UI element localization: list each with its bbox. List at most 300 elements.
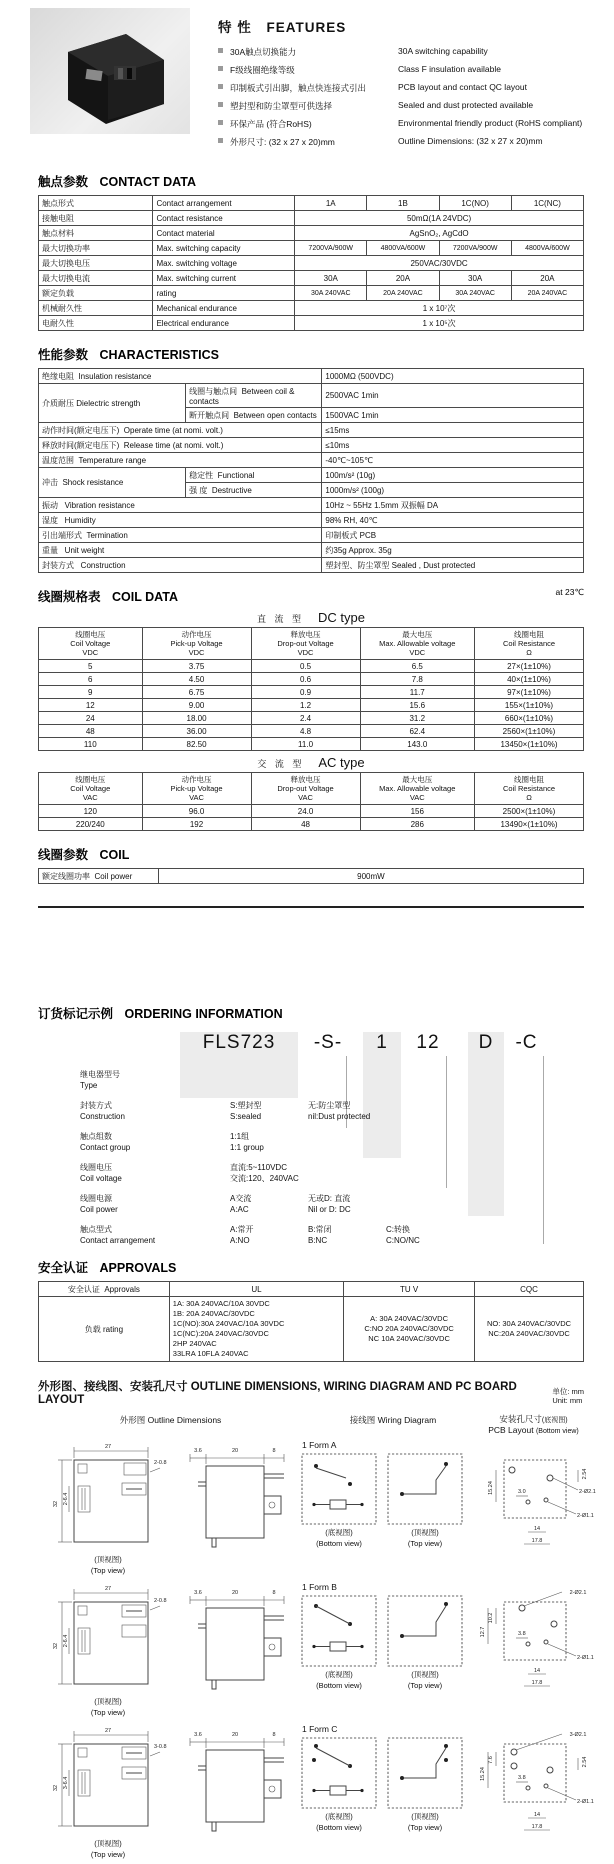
cell: 4800VA/600W — [511, 241, 583, 256]
coil-dc-table — [38, 627, 584, 751]
coil-power-table — [38, 868, 584, 884]
order-desc: A交流 无或D: 直流 A:AC Nil or D: DC — [230, 1194, 351, 1215]
bullet-icon — [218, 48, 223, 53]
features-title-en: FEATURES — [266, 20, 347, 35]
heading-cn: 性能参数 — [38, 348, 89, 362]
pcb-layout-cell — [466, 1580, 614, 1718]
row-label-en: Contact material — [153, 226, 295, 241]
table-row — [39, 241, 584, 256]
value: 98% RH, 40℃ — [322, 513, 584, 528]
value: 约35g Approx. 35g — [322, 543, 584, 558]
header — [0, 0, 614, 158]
svg-text:3.8: 3.8 — [518, 1631, 526, 1638]
characteristics-table — [38, 368, 584, 573]
order-desc: 直流:5~110VDC 交流:120、240VAC — [230, 1163, 299, 1184]
view-label: (顶视图) (Top view) — [90, 1839, 126, 1859]
view-label: (顶视图) (Top view) — [90, 1697, 126, 1717]
order-label-cn: 封装方式 — [80, 1101, 112, 1111]
svg-text:3-6.4: 3-6.4 — [63, 1776, 69, 1790]
label-cn: 绝缘电阻 — [42, 371, 74, 381]
order-desc: 1:1组 1:1 group — [230, 1132, 264, 1153]
label-cn: 额定线圈功率 — [42, 871, 90, 881]
heading-en: APPROVALS — [99, 1261, 177, 1276]
cell: 1B — [367, 196, 439, 211]
feature-en: PCB layout and contact QC layout — [398, 82, 527, 92]
view-label: (顶视图) (Top view) — [90, 1555, 126, 1575]
order-label-cn: 触点型式 — [80, 1225, 112, 1235]
heading-cn: 线圈规格表 — [38, 590, 101, 604]
feature-en: Environmental friendly product (RoHS compliant) — [398, 118, 583, 128]
table-row — [39, 369, 584, 384]
outline-drawings — [38, 1580, 298, 1718]
svg-text:20: 20 — [231, 1448, 239, 1455]
order-label-en: Coil power — [80, 1205, 118, 1215]
svg-text:2-6.4: 2-6.4 — [63, 1634, 69, 1648]
svg-text:3.0: 3.0 — [518, 1489, 526, 1496]
label-en: Dielectric strength — [76, 398, 141, 408]
wiring-diagram-cell — [298, 1722, 466, 1860]
table-row — [39, 271, 584, 286]
cell: 1A — [295, 196, 367, 211]
table-row: 6 4.50 0.6 7.8 40×(1±10%) — [39, 673, 584, 686]
svg-text:32: 32 — [53, 1785, 59, 1792]
code-part-construction: -S- — [313, 1032, 343, 1054]
dc-type-caption — [38, 610, 584, 625]
tuv-ratings: A: 30A 240VAC/30VDC C:NO 20A 240VAC/30VDC NC 10A 240VAC/30VDC — [344, 1297, 475, 1362]
heading-cn: 订货标记示例 — [38, 1007, 114, 1022]
diagram-row-form-c — [38, 1722, 594, 1860]
code-part-coil-voltage: 12 — [416, 1032, 440, 1054]
table-row — [39, 256, 584, 271]
svg-text:27: 27 — [104, 1444, 112, 1451]
coil-ac-table — [38, 772, 584, 831]
label-cn: 重量 — [42, 545, 58, 555]
table-row — [39, 869, 584, 884]
col2-cn: 接线图 — [349, 1415, 376, 1425]
outline-side-view-drawing — [178, 1438, 298, 1550]
wiring-view-labels: (底视图) (Bottom view) (顶视图) (Top view) — [316, 1528, 443, 1548]
table-row — [39, 301, 584, 316]
feature-cn: 塑封型和防尘罩型可供选择 — [230, 101, 333, 111]
cell: AgSnO₂, AgCdO — [295, 226, 584, 241]
coil-data-heading — [38, 587, 584, 605]
feature-cn: 外形尺寸: (32 x 27 x 20)mm — [230, 137, 335, 147]
wiring-top-view — [384, 1450, 466, 1528]
order-label-en: Contact group — [80, 1143, 131, 1153]
col-header: 最大电压 Max. Allowable voltage VDC — [360, 628, 474, 660]
ac-type-caption — [38, 755, 584, 770]
bullet-icon — [218, 120, 223, 125]
form-label: 1 Form C — [302, 1724, 338, 1735]
row-label-en: Max. switching voltage — [153, 256, 295, 271]
heading-en: COIL — [99, 848, 130, 863]
sublabel-en: Between open contacts — [233, 410, 317, 420]
svg-text:2.54: 2.54 — [582, 1756, 588, 1768]
diagram-column-headers — [38, 1414, 584, 1436]
feature-item — [218, 136, 584, 148]
svg-text:7.6: 7.6 — [488, 1756, 494, 1765]
table-row — [39, 226, 584, 241]
feature-en: Outline Dimensions: (32 x 27 x 20)mm — [398, 136, 543, 146]
svg-text:3.6: 3.6 — [194, 1732, 202, 1739]
col-header-cqc: CQC — [474, 1282, 583, 1297]
col-header: 线圈电压 Coil Voltage VDC — [39, 628, 143, 660]
features-block — [218, 8, 584, 154]
feature-cn: F级线圈绝缘等级 — [230, 65, 295, 75]
order-label-en: Coil voltage — [80, 1174, 122, 1184]
label-en: Operate time (at nomi. volt.) — [123, 425, 223, 435]
label-en: Humidity — [64, 515, 96, 525]
label-en: Unit weight — [64, 545, 105, 555]
outline-side-view-drawing — [178, 1722, 298, 1834]
value: 1500VAC 1min — [322, 408, 584, 423]
feature-en: 30A switching capability — [398, 46, 488, 56]
cell: 1C(NO) — [439, 196, 511, 211]
row-label-en: rating — [103, 1324, 124, 1334]
table-header-row — [39, 773, 584, 805]
order-label-cn: 继电器型号 — [80, 1070, 120, 1080]
label-en: Shock resistance — [62, 478, 124, 487]
cell: 4800VA/600W — [367, 241, 439, 256]
feature-cn: 印制板式引出脚，触点快连接式引出 — [230, 83, 367, 93]
svg-text:2-Ø2.1: 2-Ø2.1 — [579, 1489, 596, 1496]
order-label-en: Type — [80, 1081, 98, 1091]
table-row — [39, 1297, 584, 1362]
label-en: Termination — [86, 530, 128, 540]
cell: 1 x 10⁷次 — [295, 301, 584, 316]
svg-text:32: 32 — [53, 1501, 59, 1508]
svg-text:17.8: 17.8 — [531, 1824, 543, 1831]
ordering-row — [38, 1223, 584, 1254]
label-en: Vibration resistance — [64, 500, 135, 510]
svg-text:2-Ø1.1: 2-Ø1.1 — [577, 1655, 594, 1662]
row-label-en: Max. switching current — [153, 271, 295, 286]
feature-item — [218, 82, 584, 94]
contact-data-table — [38, 195, 584, 331]
table-row — [39, 384, 584, 408]
heading-cn: 安全认证 — [38, 1261, 89, 1276]
order-desc: A:常开 B:常闭 C:转换 A:NO B:NC C:NO/NC — [230, 1225, 420, 1246]
col-header-cn: 安全认证 — [67, 1284, 100, 1294]
col3-en: PCB Layout — [488, 1425, 534, 1436]
row-label-cn: 最大切换电压 — [39, 256, 153, 271]
wiring-view-labels: (底视图) (Bottom view) (顶视图) (Top view) — [316, 1812, 443, 1832]
col-header: 释放电压 Drop-out Voltage VAC — [251, 773, 360, 805]
table-row — [39, 211, 584, 226]
wiring-top-view — [384, 1734, 466, 1812]
table-row: 120 96.0 24.0 156 2500×(1±10%) — [39, 805, 584, 818]
diagram-row-form-a — [38, 1438, 596, 1576]
pcb-layout-drawing — [466, 1438, 614, 1566]
svg-text:2.54: 2.54 — [582, 1468, 588, 1480]
sublabel-cn: 强 度 — [189, 485, 208, 495]
cell: 50mΩ(1A 24VDC) — [295, 211, 584, 226]
label-en: Construction — [80, 560, 126, 570]
col3-en-note: (Bottom view) — [535, 1428, 579, 1436]
svg-text:12.7: 12.7 — [480, 1626, 486, 1638]
heading-en: OUTLINE DIMENSIONS, WIRING DIAGRAM AND PC BOARD LAYOUT — [38, 1381, 517, 1406]
table-row — [39, 498, 584, 513]
sublabel-en: Between coil & contacts — [189, 386, 295, 406]
feature-item — [218, 118, 584, 130]
wiring-bottom-view — [298, 1734, 380, 1812]
order-desc: S:塑封型 无:防尘罩型 S:sealed nil:Dust protected — [230, 1101, 371, 1122]
table-row — [39, 543, 584, 558]
table-row: 5 3.75 0.5 6.5 27×(1±10%) — [39, 660, 584, 673]
cell: 20A — [511, 271, 583, 286]
feature-cn: 30A触点切换能力 — [230, 47, 297, 57]
svg-text:27: 27 — [104, 1728, 112, 1735]
svg-text:20: 20 — [231, 1590, 239, 1597]
form-label: 1 Form B — [302, 1582, 337, 1593]
caption-en: AC type — [318, 755, 365, 771]
order-label-en: Construction — [80, 1112, 125, 1122]
divider — [38, 906, 584, 908]
cell: 250VAC/30VDC — [295, 256, 584, 271]
value: 1000m/s² (100g) — [322, 483, 584, 498]
table-row — [39, 286, 584, 301]
svg-text:8: 8 — [272, 1448, 276, 1455]
form-label: 1 Form A — [302, 1440, 337, 1451]
table-row — [39, 558, 584, 573]
code-part-contact-group: 1 — [376, 1032, 388, 1054]
label-en: Release time (at nomi. volt.) — [123, 440, 224, 450]
wiring-bottom-view — [298, 1592, 380, 1670]
svg-text:20: 20 — [231, 1732, 239, 1739]
svg-text:2-Ø2.1: 2-Ø2.1 — [569, 1590, 587, 1597]
table-row — [39, 438, 584, 453]
row-label-en: Mechanical endurance — [153, 301, 295, 316]
row-label-en: rating — [153, 286, 295, 301]
cell: 20A 240VAC — [511, 286, 583, 301]
table-row: 24 18.00 2.4 31.2 660×(1±10%) — [39, 712, 584, 725]
svg-text:14: 14 — [533, 1812, 541, 1819]
row-label-cn: 接触电阻 — [39, 211, 153, 226]
features-title — [218, 16, 584, 36]
row-label-cn: 机械耐久性 — [39, 301, 153, 316]
row-label-en: Max. switching capacity — [153, 241, 295, 256]
feature-en: Class F insulation available — [398, 64, 501, 74]
svg-text:15.24: 15.24 — [488, 1481, 494, 1496]
feature-en: Sealed and dust protected available — [398, 100, 534, 110]
svg-text:3-0.8: 3-0.8 — [154, 1744, 167, 1751]
row-label-en: Contact arrangement — [153, 196, 295, 211]
table-row — [39, 196, 584, 211]
svg-text:8: 8 — [272, 1732, 276, 1739]
col-header: 释放电压 Drop-out Voltage VDC — [251, 628, 360, 660]
feature-item — [218, 100, 584, 112]
col-header-en: Approvals — [104, 1284, 140, 1294]
outline-top-view-drawing — [38, 1580, 178, 1692]
wiring-top-view — [384, 1592, 466, 1670]
wiring-diagram-cell — [298, 1580, 466, 1718]
label-cn: 引出端形式 — [42, 530, 82, 540]
ordering-row — [38, 1192, 584, 1223]
ordering-row — [38, 1099, 584, 1130]
heading-en: COIL DATA — [112, 590, 178, 604]
table-row: 110 82.50 11.0 143.0 13450×(1±10%) — [39, 738, 584, 751]
col1-en: Outline Dimensions — [147, 1415, 222, 1425]
col-header-tuv: TU V — [344, 1282, 475, 1297]
svg-text:3.6: 3.6 — [194, 1590, 202, 1597]
cell: 30A — [439, 271, 511, 286]
cell: 20A — [367, 271, 439, 286]
sublabel-cn: 稳定性 — [189, 470, 214, 480]
code-part-contact-arrangement: -C — [515, 1032, 538, 1054]
feature-cn: 环保产品 (符合RoHS) — [230, 119, 312, 129]
table-row — [39, 423, 584, 438]
col-header: 线圈电压 Coil Voltage VAC — [39, 773, 143, 805]
svg-text:8: 8 — [272, 1590, 276, 1597]
cell: 30A — [295, 271, 367, 286]
outline-heading — [38, 1378, 584, 1406]
svg-text:17.8: 17.8 — [531, 1538, 543, 1545]
col-header: 动作电压 Pick-up Voltage VAC — [142, 773, 251, 805]
svg-text:14: 14 — [533, 1668, 541, 1675]
wiring-bottom-view — [298, 1450, 380, 1528]
table-row — [39, 513, 584, 528]
row-label-cn: 负载 — [84, 1324, 101, 1334]
order-label-cn: 触点组数 — [80, 1132, 112, 1142]
pcb-layout-cell — [466, 1438, 614, 1576]
label-cn: 温度范围 — [42, 455, 74, 465]
table-row: 12 9.00 1.2 15.6 155×(1±10%) — [39, 699, 584, 712]
table-header-row — [39, 628, 584, 660]
col-header: 动作电压 Pick-up Voltage VDC — [142, 628, 251, 660]
sublabel-cn: 断开触点间 — [189, 410, 230, 420]
label-cn: 介质耐压 — [42, 398, 74, 408]
col-header-ul: UL — [169, 1282, 343, 1297]
value: -40℃~105℃ — [322, 453, 584, 468]
value: ≤10ms — [322, 438, 584, 453]
svg-text:3.8: 3.8 — [518, 1775, 526, 1782]
label-cn: 振动 — [42, 500, 58, 510]
sublabel-en: Functional — [217, 470, 255, 480]
col-header: 线圈电阻 Coil Resistance Ω — [474, 773, 583, 805]
col3-cn: 安装孔尺寸 — [499, 1414, 542, 1424]
table-row — [39, 528, 584, 543]
row-label-cn: 触点材料 — [39, 226, 153, 241]
cell: 20A 240VAC — [367, 286, 439, 301]
characteristics-heading — [38, 345, 584, 363]
sublabel-en: Destructive — [211, 485, 252, 495]
ordering-heading — [38, 1004, 584, 1022]
temperature-note: at 23℃ — [555, 587, 584, 597]
col-header: 线圈电阻 Coil Resistance Ω — [474, 628, 583, 660]
table-row — [39, 316, 584, 331]
value: 塑封型、防尘罩型 Sealed , Dust protected — [322, 558, 584, 573]
cell: 7200VA/900W — [439, 241, 511, 256]
svg-text:14: 14 — [533, 1526, 541, 1533]
caption-cn: 交 流 型 — [257, 759, 305, 770]
svg-text:17.8: 17.8 — [531, 1680, 543, 1687]
table-row: 220/240 192 48 286 13490×(1±10%) — [39, 818, 584, 831]
heading-en: CHARACTERISTICS — [99, 348, 219, 362]
label-cn: 冲击 — [42, 478, 58, 487]
ordering-diagram — [38, 1032, 584, 1244]
bullet-icon — [218, 102, 223, 107]
wiring-diagram-cell — [298, 1438, 466, 1576]
heading-cn: 线圈参数 — [38, 848, 89, 863]
coil-power-value: 900mW — [158, 869, 583, 884]
pcb-layout-drawing — [466, 1580, 614, 1708]
row-label-cn: 最大切换电流 — [39, 271, 153, 286]
caption-cn: 直 流 型 — [257, 614, 305, 624]
row-label-cn: 最大切换功率 — [39, 241, 153, 256]
outline-top-view-drawing — [38, 1722, 178, 1834]
feature-item — [218, 46, 584, 58]
cell: 30A 240VAC — [439, 286, 511, 301]
table-row — [39, 468, 584, 483]
bullet-icon — [218, 84, 223, 89]
label-cn: 湿度 — [42, 515, 58, 525]
table-row: 9 6.75 0.9 11.7 97×(1±10%) — [39, 686, 584, 699]
value: 1000MΩ (500VDC) — [322, 369, 584, 384]
row-label-cn: 触点形式 — [39, 196, 153, 211]
pcb-layout-cell — [466, 1722, 614, 1860]
ordering-row — [38, 1068, 584, 1099]
cqc-ratings: NO: 30A 240VAC/30VDC NC:20A 240VAC/30VDC — [474, 1297, 583, 1362]
heading-en: CONTACT DATA — [99, 175, 197, 189]
svg-text:2-Ø1.1: 2-Ø1.1 — [577, 1799, 594, 1806]
cell: 7200VA/900W — [295, 241, 367, 256]
cell: 1 x 10⁵次 — [295, 316, 584, 331]
code-part-type: FLS723 — [202, 1032, 276, 1054]
outline-drawings — [38, 1722, 298, 1860]
contact-data-heading — [38, 172, 584, 190]
caption-en: DC type — [318, 610, 365, 625]
outline-side-view-drawing — [178, 1580, 298, 1692]
code-part-coil-power: D — [478, 1032, 494, 1054]
ordering-code-row — [38, 1032, 584, 1062]
heading-cn: 触点参数 — [38, 175, 89, 189]
label-cn: 释放时间(额定电压下) — [42, 440, 120, 450]
unit-note: 单位: mm Unit: mm — [552, 1386, 584, 1406]
outline-top-view-drawing — [38, 1438, 178, 1550]
svg-text:32: 32 — [53, 1643, 59, 1650]
bullet-icon — [218, 66, 223, 71]
heading-cn: 外形图、接线图、安装孔尺寸 — [38, 1381, 188, 1393]
ordering-rows — [38, 1068, 584, 1254]
svg-text:27: 27 — [104, 1586, 112, 1593]
wiring-view-labels: (底视图) (Bottom view) (顶视图) (Top view) — [316, 1670, 443, 1690]
bullet-icon — [218, 138, 223, 143]
svg-text:10.2: 10.2 — [488, 1612, 494, 1624]
ordering-row — [38, 1161, 584, 1192]
value: 2500VAC 1min — [322, 384, 584, 408]
order-label-cn: 线圈电源 — [80, 1194, 112, 1204]
svg-text:15.24: 15.24 — [480, 1767, 486, 1782]
col3-cn-note: (底视图) — [541, 1417, 568, 1424]
table-row — [39, 453, 584, 468]
svg-text:2-Ø1.1: 2-Ø1.1 — [577, 1513, 594, 1520]
approvals-table — [38, 1281, 584, 1362]
sublabel-cn: 线圈与触点间 — [189, 386, 238, 396]
features-title-cn: 特 性 — [218, 20, 252, 35]
feature-item — [218, 64, 584, 76]
label-en: Temperature range — [78, 455, 147, 465]
row-label-en: Contact resistance — [153, 211, 295, 226]
value: 印制板式 PCB — [322, 528, 584, 543]
order-label-cn: 线圈电压 — [80, 1163, 112, 1173]
col2-en: Wiring Diagram — [377, 1415, 437, 1425]
pcb-layout-drawing — [466, 1722, 614, 1850]
diagram-row-form-b — [38, 1580, 594, 1718]
relay-image — [30, 8, 190, 134]
ul-ratings: 1A: 30A 240VAC/10A 30VDC 1B: 20A 240VAC/30VDC 1C(NO):30A 240VAC/10A 30VDC 1C(NC):20A 240VAC/30VDC 2HP 240VAC 33LRA 10FLA 240VAC — [169, 1297, 343, 1362]
value: 10Hz ~ 55Hz 1.5mm 双振幅 DA — [322, 498, 584, 513]
table-header-row — [39, 1282, 584, 1297]
